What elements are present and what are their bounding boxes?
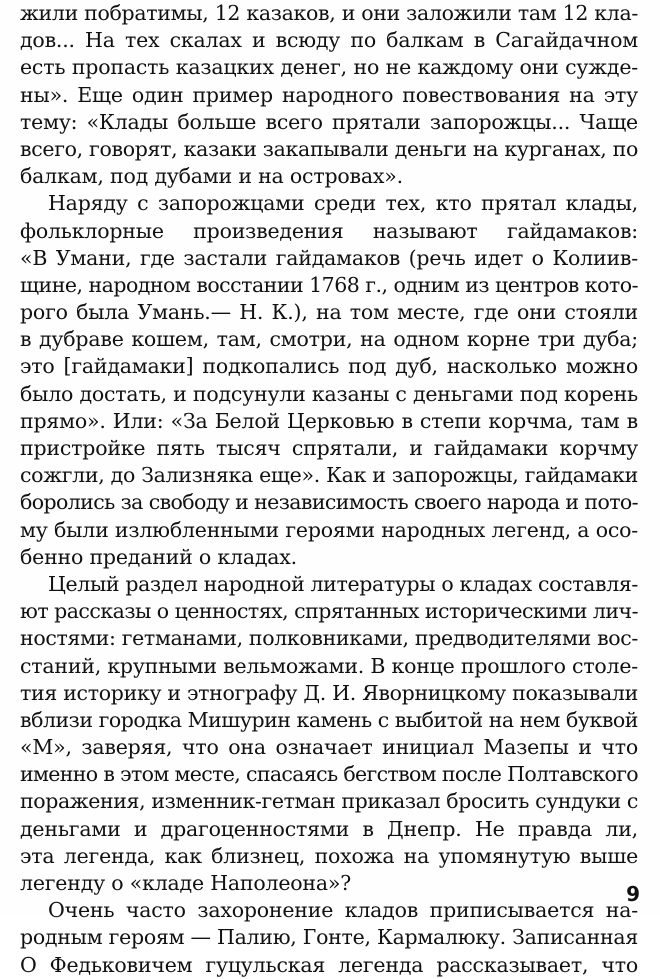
text-line: эта легенда, как близнец, похожа на упомянутую выше (20, 843, 638, 868)
text-line: рого была Умань.— Н. К.), на том месте, где они стояли (20, 300, 638, 325)
text-line: тия историку и этнографу Д. И. Яворницкому показывали (20, 680, 638, 705)
text-line: «М», заверяя, что она означает инициал Мазепы и что (20, 735, 638, 760)
text-line: му были излюбленными героями народных легенд, а осо- (20, 517, 638, 542)
text-line: Очень часто захоронение кладов приписывается на- (48, 898, 638, 923)
text-line: всего, говорят, казаки закапывали деньги на курганах, по (20, 136, 638, 161)
text-line: есть пропасть казацких денег, но не каждому они сужде- (20, 55, 638, 80)
page-number: 9 (626, 882, 640, 906)
text-line: ют рассказы о ценностях, спрятанных историческими лич- (20, 599, 638, 624)
text-line: ностями: гетманами, полковниками, предводителями вос- (20, 626, 638, 651)
text-line: это [гайдамаки] подкопались под дуб, насколько можно (20, 354, 638, 379)
text-line: сожгли, до Зализняка еще». Как и запорожцы, гайдамаки (20, 463, 638, 488)
text-line: О Федьковичем гуцульская легенда рассказывает, что (20, 952, 638, 977)
text-line: родным героям — Палию, Гонте, Кармалюку. Записанная (20, 925, 638, 950)
text-line: прямо». Или: «За Белой Церковью в степи корчма, там в (20, 408, 638, 433)
text-line: тему: «Клады больше всего прятали запорожцы... Чаще (20, 109, 638, 134)
text-line: боролись за свободу и независимость своего народа и пото- (20, 490, 638, 515)
text-line: деньгами и драгоценностями в Днепр. Не правда ли, (20, 816, 638, 841)
text-line: поражения, изменник-гетман приказал бросить сундуки с (20, 789, 638, 814)
text-line: станий, крупными вельможами. В конце прошлого столе- (20, 653, 638, 678)
text-line: именно в этом месте, спасаясь бегством после Полтавского (20, 762, 638, 787)
text-line: балкам, под дубами и на островах». (20, 164, 403, 189)
text-line: вблизи городка Мишурин камень с выбитой на нем буквой (20, 707, 638, 732)
text-line: жили побратимы, 12 казаков, и они заложили там 12 кла- (20, 1, 638, 25)
text-line: легенду о «кладе Наполеона»? (20, 871, 352, 895)
body-text (20, 0, 638, 979)
text-line: бенно преданий о кладах. (20, 544, 297, 569)
text-line: щине, народном восстании 1768 г., одним из центров кото- (20, 272, 638, 297)
text-line: было достать, и подсунули казаны с деньгами под корень (20, 381, 638, 406)
text-line: пристройке пять тысяч спрятали, и гайдамаки корчму (20, 436, 638, 460)
text-line: в дубраве кошем, там, смотри, на одном корне три дуба; (20, 327, 638, 352)
text-line: Целый раздел народной литературы о кладах составля- (48, 571, 638, 596)
text-line: «В Умани, где застали гайдамаков (речь идет о Колиив- (20, 245, 638, 270)
text-line: Наряду с запорожцами среди тех, кто прятал клады, (48, 191, 638, 216)
text-line: фольклорные произведения называют гайдамаков: (20, 218, 638, 243)
text-line: ны». Еще один пример народного повествования на эту (20, 82, 638, 107)
text-line: дов... На тех скалах и всюду по балкам в Сагайдачном (20, 28, 638, 53)
